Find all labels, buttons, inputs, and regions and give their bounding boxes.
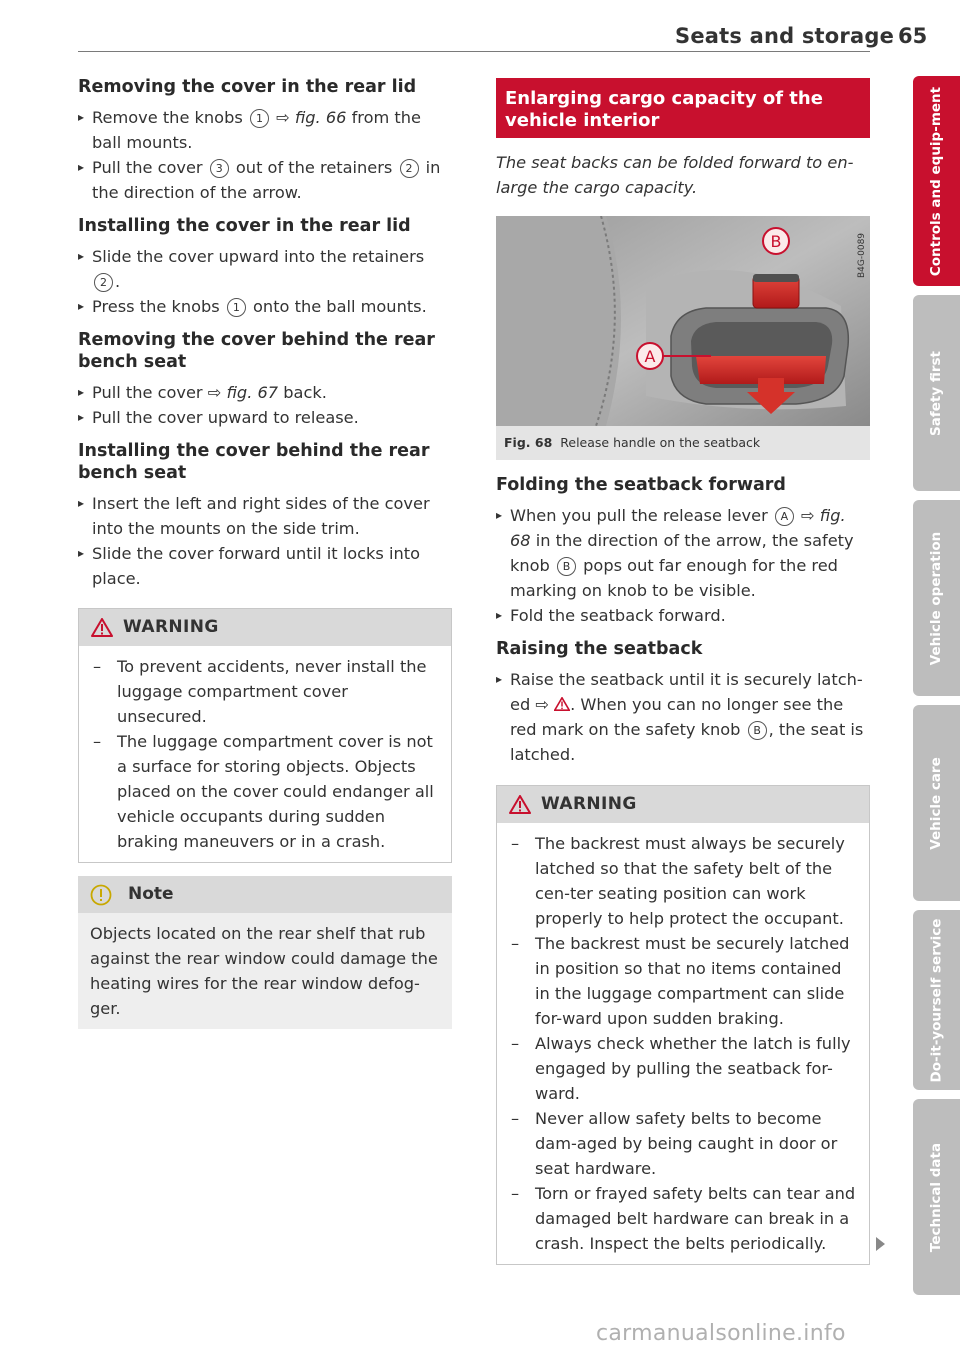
instruction-step: ▸ Slide the cover forward until it locks into place.: [78, 541, 452, 591]
instruction-step: ▸ Insert the left and right sides of the cover into the mounts on the side trim.: [78, 491, 452, 541]
callout-number: 1: [250, 109, 269, 128]
warning-item: – Never allow safety belts to become dam-aged by being caught in door or seat hardware.: [511, 1106, 857, 1181]
tab-vehicle-care[interactable]: Vehicle care: [913, 705, 960, 901]
instruction-step: ▸ Remove the knobs 1 ⇨ fig. 66 from the ball mounts.: [78, 105, 452, 155]
callout-letter: B: [748, 721, 767, 740]
callout-number: 3: [210, 159, 229, 178]
section-heading: Raising the seatback: [496, 639, 703, 659]
instruction-step: ▸ Pull the cover ⇨ fig. 67 back.: [78, 380, 452, 405]
warning-title: WARNING: [123, 617, 219, 637]
figure-caption: [496, 425, 870, 460]
header-title: Seats and storage: [675, 24, 895, 48]
section-heading: Installing the cover in the rear lid: [78, 216, 411, 236]
figure-reference[interactable]: ⇨ fig. 67: [207, 383, 279, 402]
seatback-illustration: [496, 216, 870, 426]
watermark: carmanualsonline.info: [596, 1321, 846, 1346]
section-heading: Folding the seatback forward: [496, 475, 786, 495]
warning-header: [497, 786, 869, 823]
warning-box: [78, 608, 452, 863]
warning-box: [496, 785, 870, 1265]
instruction-step: ▸ When you pull the release lever A ⇨ fig. 68 in the direction of the arrow, the safety knob B pops out far enough for the red marking on knob to be visible.: [496, 503, 870, 603]
figure-label-a: A: [644, 347, 656, 366]
warning-item: – The backrest must be securely latched in position so that no items contained in the luggage compartment can slide for-ward upon sudden braking.: [511, 931, 857, 1031]
intro-text: The seat backs can be folded forward to en-large the cargo capacity.: [496, 153, 854, 197]
instruction-step: ▸ Pull the cover 3 out of the retainers 2 in the direction of the arrow.: [78, 155, 452, 205]
tab-technical-data[interactable]: Technical data: [913, 1099, 960, 1295]
figure-caption-text: Release handle on the seatback: [560, 435, 761, 450]
section-heading: Installing the cover behind the rear bench seat: [78, 441, 430, 483]
figure-number: Fig. 68: [504, 435, 553, 450]
left-column: [78, 70, 452, 1029]
figure-code: B4G-0089: [857, 232, 867, 278]
note-box: [78, 876, 452, 1029]
callout-letter: B: [557, 557, 576, 576]
warning-title: WARNING: [541, 794, 637, 814]
warning-triangle-icon: [554, 697, 570, 711]
callout-number: 2: [94, 273, 113, 292]
warning-header: [79, 609, 451, 646]
note-exclamation-icon: [90, 884, 112, 906]
tab-safety-first[interactable]: Safety first: [913, 295, 960, 491]
figure-reference[interactable]: ⇨ fig. 68: [510, 506, 846, 550]
page-number: 65: [898, 24, 928, 48]
tab-do-it-yourself-service[interactable]: Do-it-yourself service: [913, 910, 960, 1090]
warning-item: – The backrest must always be securely latched so that the safety belt of the cen-ter seating position can work properly to help protect the occupant.: [511, 831, 857, 931]
instruction-step: ▸ Fold the seatback forward.: [496, 603, 870, 628]
warning-item: – To prevent accidents, never install the luggage compartment cover unsecured.: [93, 654, 439, 729]
instruction-step: ▸ Pull the cover upward to release.: [78, 405, 452, 430]
note-text: Objects located on the rear shelf that rub against the rear window could damage the heating wires for the rear window defog-ger.: [90, 924, 438, 1018]
section-heading: Removing the cover behind the rear bench seat: [78, 330, 435, 372]
tab-controls-and-equipment[interactable]: Controls and equip-ment: [913, 76, 960, 286]
section-banner: Enlarging cargo capacity of the vehicle interior: [496, 78, 870, 138]
header-divider: [78, 51, 870, 52]
figure-reference[interactable]: ⇨ fig. 66: [276, 108, 347, 127]
callout-letter: A: [775, 507, 794, 526]
warning-reference[interactable]: ⇨: [535, 695, 570, 714]
warning-item: – The luggage compartment cover is not a surface for storing objects. Objects placed on the cover could endanger all vehicle occupants during sudden braking maneuvers or in a crash.: [93, 729, 439, 854]
callout-number: 2: [400, 159, 419, 178]
instruction-step: ▸ Press the knobs 1 onto the ball mounts.: [78, 294, 452, 319]
continue-arrow-icon: [876, 1237, 885, 1251]
right-column: [496, 70, 870, 1265]
section-heading: Removing the cover in the rear lid: [78, 77, 417, 97]
warning-triangle-icon: [91, 618, 113, 637]
warning-item: – Torn or frayed safety belts can tear and damaged belt hardware can break in a crash. Inspect the belts periodically.: [511, 1181, 857, 1256]
figure-68: [496, 216, 870, 426]
warning-item: – Always check whether the latch is fully engaged by pulling the seatback for-ward.: [511, 1031, 857, 1106]
warning-triangle-icon: [509, 795, 531, 814]
instruction-step: ▸ Raise the seatback until it is securely latch-ed ⇨ . When you can no longer see the red mark on the safety knob B , the seat is latched.: [496, 667, 870, 767]
note-title: Note: [128, 884, 174, 904]
figure-label-b: B: [770, 232, 782, 251]
callout-number: 1: [227, 298, 246, 317]
note-header: [78, 876, 452, 913]
instruction-step: ▸ Slide the cover upward into the retainers 2 .: [78, 244, 452, 294]
tab-vehicle-operation[interactable]: Vehicle operation: [913, 500, 960, 696]
